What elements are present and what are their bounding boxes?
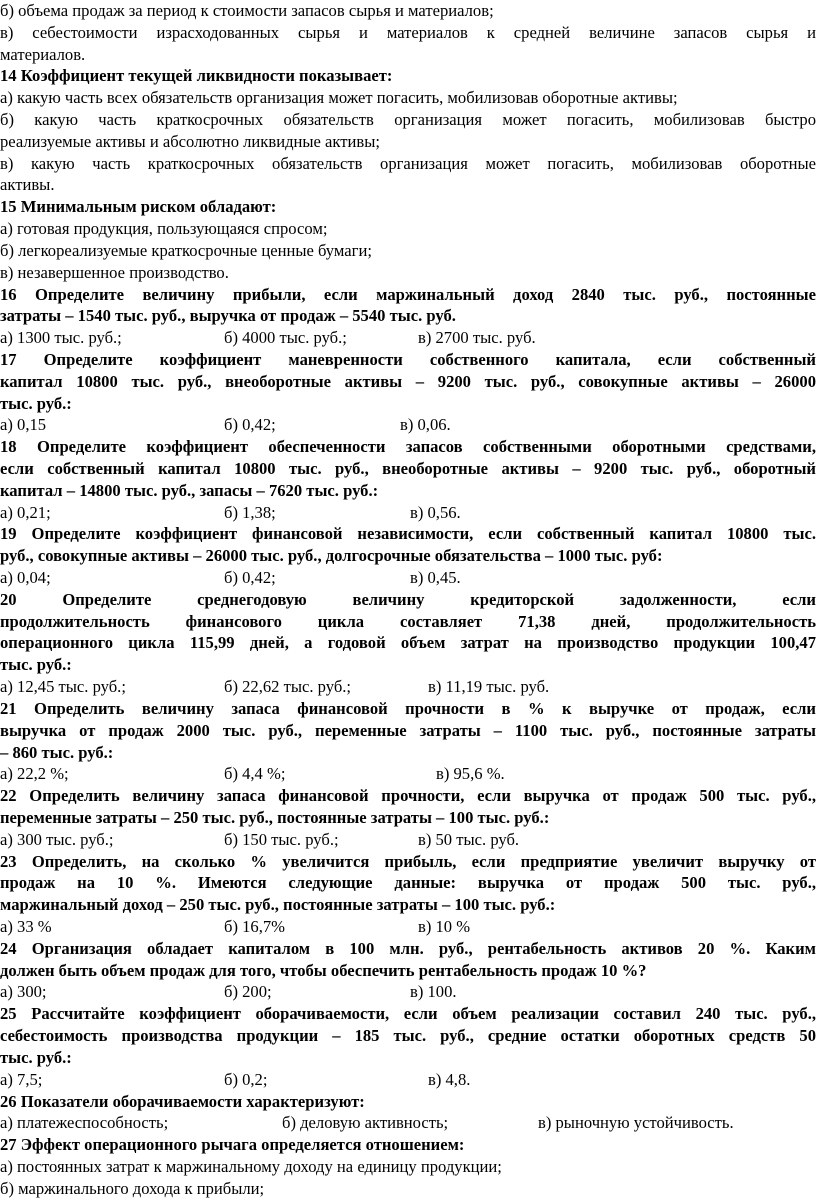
answer-option: а) готовая продукция, пользующаяся спросом;	[0, 219, 328, 239]
question-18-title-cont: если собственный капитал 10800 тыс. руб., внеоборотные активы – 9200 тыс. руб., оборотный	[0, 459, 816, 478]
question-18-title-cont: капитал – 14800 тыс. руб., запасы – 7620 тыс. руб.:	[0, 480, 379, 500]
answer-options-row	[0, 1112, 816, 1134]
text-line: материалов.	[0, 44, 86, 64]
answer-options-row	[0, 981, 816, 1003]
answer-options-row	[0, 1069, 816, 1091]
answer-option: б) легкореализуемые краткосрочные ценные бумаги;	[0, 240, 372, 260]
answer-options-row	[0, 502, 816, 524]
question-18-title: 18 Определите коэффициент обеспеченности запасов собственными оборотными средствами,	[0, 437, 816, 457]
answer-option-a: а) 0,21;	[0, 502, 51, 522]
answer-option-b: б) 0,2;	[224, 1069, 268, 1089]
question-21-title-cont: выручка от продаж 2000 тыс. руб., переменные затраты – 1100 тыс. руб., постоянные затраты	[0, 720, 816, 740]
answer-option-b: б) 0,42;	[224, 568, 276, 588]
question-21-title-cont: – 860 тыс. руб.:	[0, 742, 114, 762]
answer-option-c: в) 100.	[410, 982, 457, 1002]
answer-option-a: а) 7,5;	[0, 1069, 43, 1089]
answer-option-b: б) 4000 тыс. руб.;	[224, 328, 347, 348]
question-26-title: 26 Показатели оборачиваемости характеризуют:	[0, 1091, 365, 1111]
answer-options-row	[0, 829, 816, 851]
answer-option-b: б) 22,62 тыс. руб.;	[224, 677, 352, 697]
answer-option-b: б) 1,38;	[224, 502, 276, 522]
question-20-title-cont: операционного цикла 115,99 дней, а годовой объем затрат на производство продукции 100,47	[0, 633, 816, 653]
question-19-title: 19 Определите коэффициент финансовой независимости, если собственный капитал 10800 тыс.	[0, 524, 816, 544]
question-24-title-cont: должен быть объем продаж для того, чтобы обеспечить рентабельность продаж 10 %?	[0, 960, 647, 980]
answer-option-b: б) 4,4 %;	[224, 764, 286, 784]
answer-option: б) маржинального дохода к прибыли;	[0, 1178, 265, 1198]
question-16-title-cont: затраты – 1540 тыс. руб., выручка от продаж – 5540 тыс. руб.	[0, 306, 456, 326]
answer-option-c: в) 0,56.	[410, 502, 461, 522]
answer-option-cont: реализуемые активы и абсолютно ликвидные активы;	[0, 131, 380, 151]
question-24-title: 24 Организация обладает капиталом в 100 млн. руб., рентабельность активов 20 %. Каким	[0, 938, 816, 958]
answer-option-a: а) 0,04;	[0, 568, 51, 588]
answer-option-b: б) 150 тыс. руб.;	[224, 829, 339, 849]
question-20-title-cont: продолжительность финансового цикла составляет 71,38 дней, продолжительность	[0, 611, 816, 631]
answer-option-c: в) 4,8.	[428, 1069, 471, 1089]
answer-option-b: б) деловую активность;	[282, 1113, 449, 1133]
answer-option-c: в) 10 %	[418, 917, 471, 937]
answer-option: в) какую часть краткосрочных обязательств организация может погасить, мобилизовав оборотные	[0, 153, 816, 173]
answer-option-c: в) 95,6 %.	[436, 764, 505, 784]
answer-options-row	[0, 676, 816, 698]
question-21-title: 21 Определить величину запаса финансовой прочности в % к выручке от продаж, если	[0, 698, 816, 718]
question-16-title: 16 Определите величину прибыли, если маржинальный доход 2840 тыс. руб., постоянные	[0, 284, 816, 304]
answer-option: а) какую часть всех обязательств организация может погасить, мобилизовав оборотные активы;	[0, 88, 678, 108]
answer-option-a: а) 300 тыс. руб.;	[0, 829, 114, 849]
answer-options-row	[0, 567, 816, 589]
question-17-title: 17 Определите коэффициент маневренности собственного капитала, если собственный	[0, 349, 816, 369]
question-22-title-cont: переменные затраты – 250 тыс. руб., постоянные затраты – 100 тыс. руб.:	[0, 807, 550, 827]
answer-options-row	[0, 763, 816, 785]
answer-option-cont: активы.	[0, 175, 55, 195]
question-27-title: 27 Эффект операционного рычага определяется отношением:	[0, 1135, 465, 1155]
answer-option-b: б) 16,7%	[224, 917, 285, 937]
question-25-title-cont: тыс. руб.:	[0, 1047, 72, 1067]
question-14-title: 14 Коэффициент текущей ликвидности показывает:	[0, 66, 393, 86]
question-23-title-cont: продаж на 10 %. Имеются следующие данные: выручка от продаж 500 тыс. руб.,	[0, 873, 816, 893]
question-20-title-cont: тыс. руб.:	[0, 655, 72, 675]
answer-option-a: а) 1300 тыс. руб.;	[0, 328, 122, 348]
text-line: б) объема продаж за период к стоимости запасов сырья и материалов;	[0, 1, 494, 20]
answer-option-b: б) 0,42;	[224, 415, 276, 435]
answer-option-a: а) 300;	[0, 982, 47, 1002]
text-line: в) себестоимости израсходованных сырья и материалов к средней величине запасов сырья и	[0, 22, 816, 42]
answer-options-row	[0, 916, 816, 938]
answer-option-c: в) 11,19 тыс. руб.	[428, 677, 550, 697]
question-25-title-cont: себестоимость производства продукции – 185 тыс. руб., средние остатки оборотных средств 50	[0, 1026, 816, 1046]
question-22-title: 22 Определить величину запаса финансовой прочности, если выручка от продаж 500 тыс. руб.,	[0, 786, 816, 806]
question-23-title: 23 Определить, на сколько % увеличится прибыль, если предприятие увеличит выручку от	[0, 851, 816, 871]
answer-option-a: а) 22,2 %;	[0, 764, 69, 784]
question-23-title-cont: маржинальный доход – 250 тыс. руб., постоянные затраты – 100 тыс. руб.:	[0, 895, 556, 915]
answer-option-c: в) 50 тыс. руб.	[418, 829, 520, 849]
answer-option-b: б) 200;	[224, 982, 272, 1002]
question-20-title: 20 Определите среднегодовую величину кредиторской задолженности, если	[0, 589, 816, 609]
answer-option-c: в) 0,06.	[400, 415, 451, 435]
question-17-title-cont: тыс. руб.:	[0, 393, 72, 413]
answer-option-a: а) 0,15	[0, 415, 47, 435]
answer-option-c: в) 2700 тыс. руб.	[418, 328, 536, 348]
answer-option: в) незавершенное производство.	[0, 262, 229, 282]
answer-options-row	[0, 327, 816, 349]
answer-option-a: а) 33 %	[0, 917, 52, 937]
answer-option: а) постоянных затрат к маржинальному доходу на единицу продукции;	[0, 1156, 502, 1176]
question-19-title-cont: руб., совокупные активы – 26000 тыс. руб., долгосрочные обязательства – 1000 тыс. руб:	[0, 546, 663, 566]
question-25-title: 25 Рассчитайте коэффициент оборачиваемости, если объем реализации составил 240 тыс. руб.,	[0, 1004, 816, 1024]
answer-option-c: в) рыночную устойчивость.	[538, 1113, 734, 1133]
answer-option: б) какую часть краткосрочных обязательств организация может погасить, мобилизовав быстро	[0, 110, 816, 130]
answer-option-a: а) 12,45 тыс. руб.;	[0, 677, 126, 697]
answer-option-a: а) платежеспособность;	[0, 1113, 169, 1133]
answer-option-c: в) 0,45.	[410, 568, 461, 588]
answer-options-row	[0, 414, 816, 436]
question-15-title: 15 Минимальным риском обладают:	[0, 197, 277, 217]
question-17-title-cont: капитал 10800 тыс. руб., внеоборотные активы – 9200 тыс. руб., совокупные активы – 26000	[0, 371, 816, 391]
